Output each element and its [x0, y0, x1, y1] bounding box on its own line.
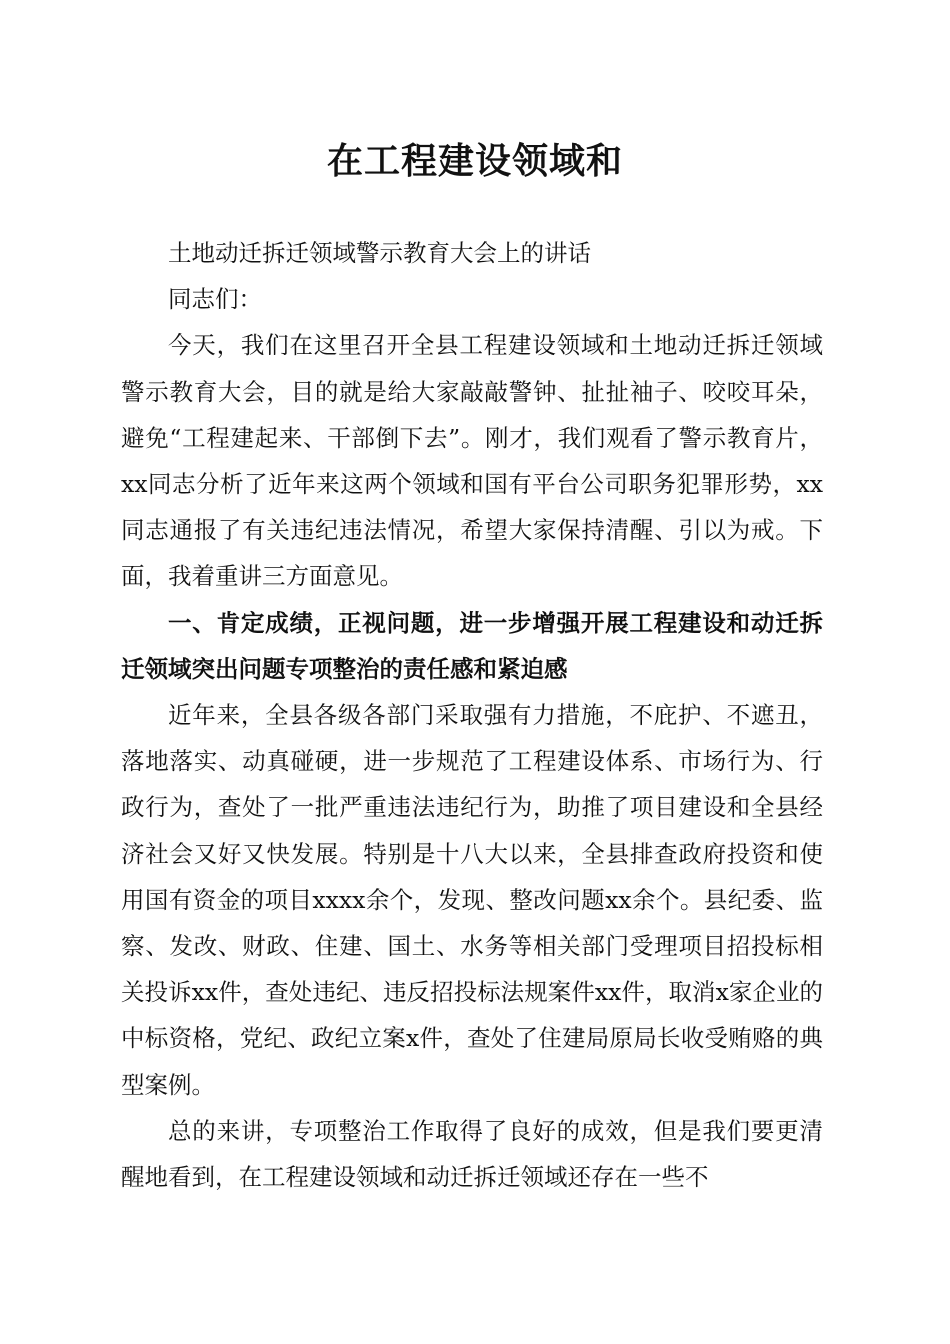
- body-paragraph: 总的来讲，专项整治工作取得了良好的成效，但是我们要更清醒地看到，在工程建设领域和动迁拆迁领域还存在一些不: [121, 1116, 823, 1192]
- section-heading: 一、肯定成绩，正视问题，进一步增强开展工程建设和动迁拆迁领域突出问题专项整治的责任感和紧迫感: [121, 608, 823, 683]
- body-paragraph: 近年来，全县各级各部门采取强有力措施，不庇护、不遮丑，落地落实、动真碰硬，进一步规范了工程建设体系、市场行为、行政行为，查处了一批严重违法违纪行为，助推了项目建设和全县经济社会又好又快发展。特别是十八大以来，全县排查政府投资和使用国有资金的项目xxxx余个，发现、整改问题xx余个。县纪委、监察、发改、财政、住建、国土、水务等相关部门受理项目招投标相关投诉xx件，查处违纪、违反招投标法规案件xx件，取消x家企业的中标资格，党纪、政纪立案x件，查处了住建局原局长收受贿赂的典型案例。: [121, 701, 823, 1099]
- document-body: [121, 230, 823, 1200]
- greeting: 同志们：: [168, 285, 262, 314]
- page-title: 在工程建设领域和: [326, 140, 623, 182]
- body-paragraph: 今天，我们在这里召开全县工程建设领域和土地动迁拆迁领域警示教育大会，目的就是给大家敲敲警钟、扯扯袖子、咬咬耳朵，避免“工程建起来、干部倒下去”。刚才，我们观看了警示教育片，xx同志分析了近年来这两个领域和国有平台公司职务犯罪形势，xx同志通报了有关违纪违法情况，希望大家保持清醒、引以为戒。下面，我着重讲三方面意见。: [121, 331, 823, 591]
- speech-subtitle: 土地动迁拆迁领域警示教育大会上的讲话: [168, 239, 591, 267]
